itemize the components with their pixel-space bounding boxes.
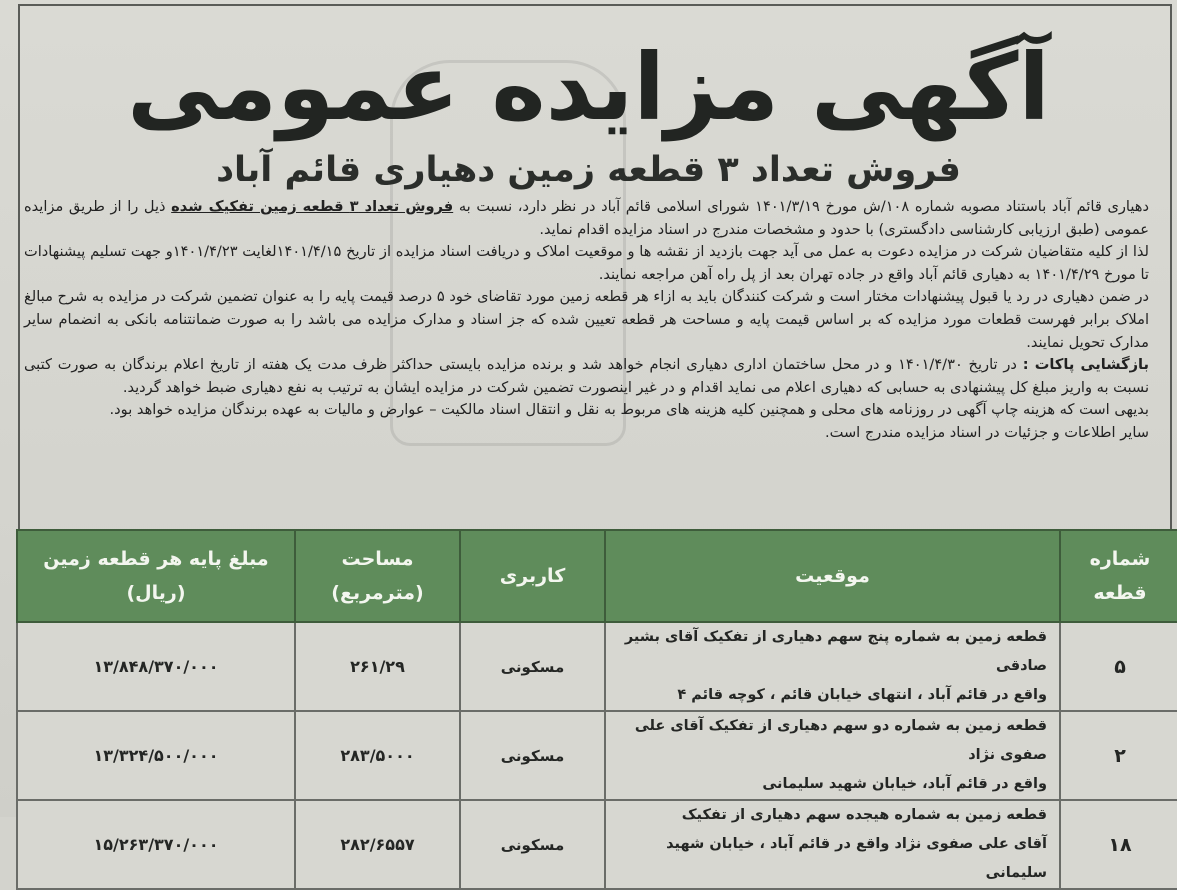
paragraph-opening: بازگشایی پاکات : در تاریخ ۱۴۰۱/۴/۳۰ و در محل ساختمان اداری دهیاری انجام خواهد شد و برنده مزایده بایستی حداکثر ظرف مدت یک هفته از تاریخ اعلام برندگان به صورت کتبی نسبت به واریز مبلغ کل پیشنهادی به حسابی که دهیاری اعلام می نماید اقدام و در غیر اینصورت تضمین شرکت در مزایده ایشان به ترتیب به نفع دهیاری ضبط خواهد گردید. (24, 356, 1149, 396)
header-lot-number: شماره قطعه (1060, 530, 1177, 622)
notice-body (24, 196, 1149, 445)
header-location: موقعیت (605, 530, 1060, 622)
header-base-price: مبلغ پایه هر قطعه زمین (ریال) (17, 530, 295, 622)
lot-price: ۱۳/۳۲۴/۵۰۰/۰۰۰ (17, 711, 295, 800)
lot-usage: مسکونی (460, 622, 605, 711)
header-area: مساحت (مترمربع) (295, 530, 460, 622)
notice-subtitle: فروش تعداد ۳ قطعه زمین دهیاری قائم آباد (216, 150, 961, 190)
lot-number: ۵ (1060, 622, 1177, 711)
lot-number: ۲ (1060, 711, 1177, 800)
table-row (17, 800, 1177, 889)
paragraph-costs: بدیهی است که هزینه چاپ آگهی در روزنامه های محلی و همچنین کلیه هزینه های مربوط به نقل و انتقال اسناد مالکیت – عوارض و مالیات به عهده برندگان مزایده خواهد بود. (109, 401, 1149, 419)
lot-price: ۱۳/۸۴۸/۳۷۰/۰۰۰ (17, 622, 295, 711)
lot-usage: مسکونی (460, 800, 605, 889)
lot-price: ۱۵/۲۶۳/۳۷۰/۰۰۰ (17, 800, 295, 889)
opening-label: بازگشایی پاکات : (1022, 356, 1149, 374)
paragraph-more-info: سایر اطلاعات و جزئیات در اسناد مزایده مندرج است. (824, 423, 1149, 441)
table-row (17, 622, 1177, 711)
lots-table (16, 529, 1177, 890)
lot-area: ۲۸۳/۵۰۰۰ (295, 711, 460, 800)
lot-location: قطعه زمین به شماره هیجده سهم دهیاری از تفکیک آقای علی صفوی نژاد واقع در قائم آباد ، خیابان شهید سلیمانی (605, 800, 1060, 889)
table-header-row (17, 530, 1177, 622)
paragraph-invitation: لذا از کلیه متقاضیان شرکت در مزایده دعوت به عمل می آید جهت بازدید از نقشه ها و موقعیت املاک و دریافت اسناد مزایده از تاریخ ۱۴۰۱/۴/۱۵لغایت ۱۴۰۱/۴/۲۳و جهت تسلیم پیشنهادات تا مورخ ۱۴۰۱/۴/۲۹ به دهیاری قائم آباد واقع در جاده تهران بعد از پل راه آهن مراجعه نمایند. (24, 243, 1149, 283)
sale-highlight: فروش تعداد ۳ قطعه زمین تفکیک شده (171, 198, 454, 215)
lot-area: ۲۶۱/۲۹ (295, 622, 460, 711)
table-row (17, 711, 1177, 800)
lot-location: قطعه زمین به شماره پنج سهم دهیاری از تفکیک آقای بشیر صادقی واقع در قائم آباد ، انتهای خیابان قائم ، کوچه قائم ۴ (605, 622, 1060, 711)
lot-area: ۲۸۲/۶۵۵۷ (295, 800, 460, 889)
lot-location: قطعه زمین به شماره دو سهم دهیاری از تفکیک آقای علی صفوی نژاد واقع در قائم آباد، خیابان شهید سلیمانی (605, 711, 1060, 800)
notice-title: آگهی مزایده عمومی (127, 34, 1050, 141)
paragraph-intro: دهیاری قائم آباد باستناد مصوبه شماره ۱۰۸/ش مورخ ۱۴۰۱/۳/۱۹ شورای اسلامی قائم آباد در نظر دارد، نسبت به فروش تعداد ۳ قطعه زمین تفکیک شده ذیل را از طریق مزایده عمومی (طبق ارزیابی کارشناسی دادگستری) با حدود و مشخصات مندرج در اسناد مزایده اقدام نماید. (24, 198, 1149, 238)
paragraph-guarantee: در ضمن دهیاری در رد یا قبول پیشنهادات مختار است و شرکت کنندگان باید به ازاء هر قطعه زمین مورد تقاضای خود ۵ درصد قیمت پایه را به عنوان تضمین شرکت در مزایده به شرح مبالغ املاک برابر فهرست قطعات مورد مزایده که بر اساس قیمت پایه و مساحت هر قطعه تعیین شده که جز اسناد و مدارک مزایده می باشد را به صورت ضمانتنامه بانکی به انضمام سایر مدارک تحویل نمایند. (24, 288, 1149, 351)
lot-usage: مسکونی (460, 711, 605, 800)
header-usage: کاربری (460, 530, 605, 622)
lot-number: ۱۸ (1060, 800, 1177, 889)
